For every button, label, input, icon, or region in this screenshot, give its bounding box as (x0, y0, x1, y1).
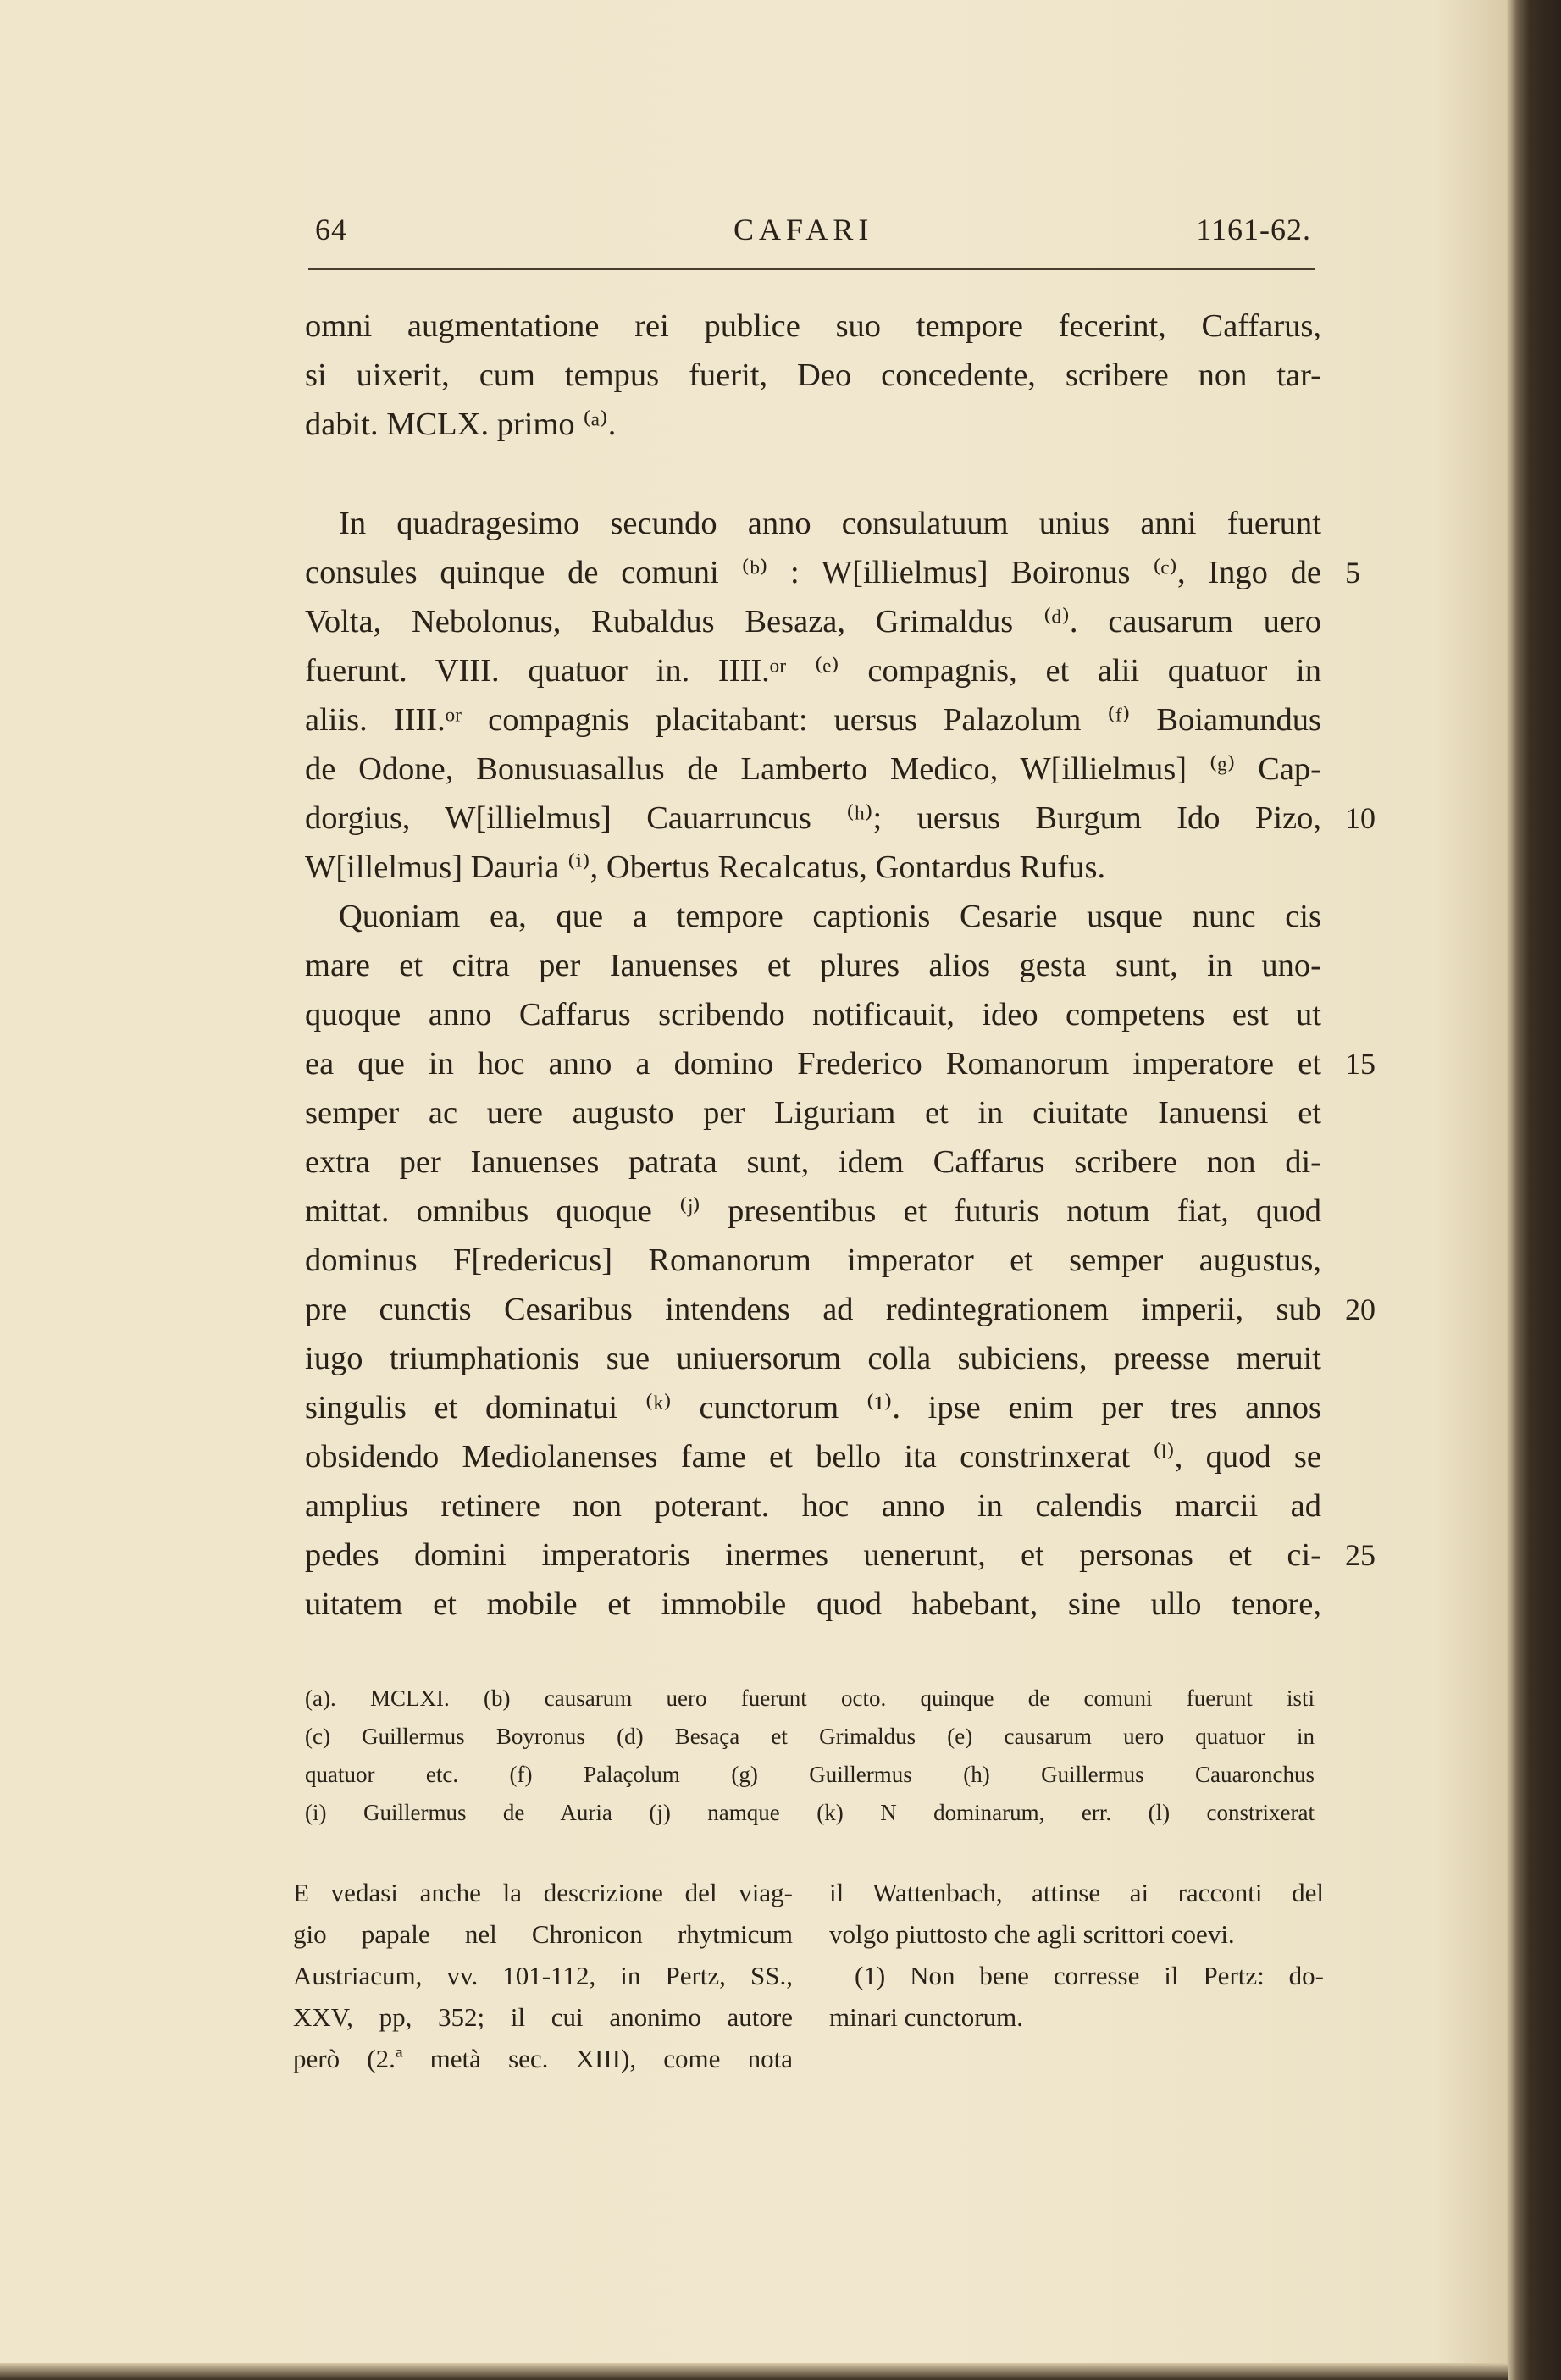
text-line: W[illelmus] Dauria ⁽ⁱ⁾, Obertus Recalcatus, Gontardus Rufus. (305, 850, 1106, 885)
footnote-line: quatuor etc. (f) Palaçolum (g) Guillermus (h) Guillermus Cauaronchus (305, 1762, 1315, 1787)
line-number: 5 (1345, 556, 1360, 589)
header-years: 1161-62. (1196, 213, 1311, 246)
text-line: de Odone, Bonusuasallus de Lamberto Medico, W[illielmus] ⁽ᵍ⁾ Cap- (305, 751, 1321, 787)
text-line: pre cunctis Cesaribus intendens ad redintegrationem imperii, sub (305, 1292, 1321, 1327)
text-line: dominus F[redericus] Romanorum imperator et semper augustus, (305, 1243, 1321, 1278)
line-number: 10 (1345, 801, 1376, 835)
commentary-left-line: E vedasi anche la descrizione del viag- (293, 1878, 793, 1907)
text-line: si uixerit, cum tempus fuerit, Deo concedente, scribere non tar- (305, 357, 1321, 393)
text-line: aliis. IIII.ᵒʳ compagnis placitabant: uersus Palazolum ⁽ᶠ⁾ Boiamundus (305, 702, 1321, 738)
text-line: dabit. MCLX. primo ⁽ᵃ⁾. (305, 407, 617, 442)
text-line: ea que in hoc anno a domino Frederico Romanorum imperatore et (305, 1046, 1321, 1082)
footnote-line: (a). MCLXI. (b) causarum uero fuerunt octo. quinque de comuni fuerunt isti (305, 1685, 1315, 1711)
footnote-line: (i) Guillermus de Auria (j) namque (k) N dominarum, err. (l) constrixerat (305, 1800, 1315, 1825)
commentary-left-line: XXV, pp, 352; il cui anonimo autore (293, 2002, 793, 2032)
line-number: 20 (1345, 1292, 1376, 1326)
line-number: 25 (1345, 1538, 1376, 1572)
commentary-right-line: minari cunctorum. (829, 2002, 1023, 2032)
text-line: semper ac uere augusto per Liguriam et in ciuitate Ianuensi et (305, 1095, 1321, 1131)
text-line: dorgius, W[illielmus] Cauarruncus ⁽ʰ⁾; uersus Burgum Ido Pizo, (305, 800, 1321, 836)
line-number: 15 (1345, 1047, 1376, 1081)
footnote-line: (c) Guillermus Boyronus (d) Besaça et Grimaldus (e) causarum uero quatuor in (305, 1724, 1315, 1749)
text-line: quoque anno Caffarus scribendo notificauit, ideo competens est ut (305, 997, 1321, 1032)
text-line: iugo triumphationis sue uniuersorum colla subiciens, preesse meruit (305, 1341, 1321, 1376)
text-line: mittat. omnibus quoque ⁽ʲ⁾ presentibus et futuris notum fiat, quod (305, 1193, 1321, 1229)
text-line: omni augmentatione rei publice suo tempore fecerint, Caffarus, (305, 308, 1321, 344)
text-line: Quoniam ea, que a tempore captionis Cesarie usque nunc cis (339, 899, 1321, 934)
text-line: consules quinque de comuni ⁽ᵇ⁾ : W[illielmus] Boironus ⁽ᶜ⁾, Ingo de (305, 555, 1321, 590)
text-line: pedes domini imperatoris inermes uenerunt, et personas et ci- (305, 1537, 1321, 1573)
commentary-left-line: Austriacum, vv. 101-112, in Pertz, SS., (293, 1961, 793, 1990)
text-line: fuerunt. VIII. quatuor in. IIII.ᵒʳ ⁽ᵉ⁾ compagnis, et alii quatuor in (305, 653, 1321, 689)
running-title: CAFARI (733, 213, 874, 246)
text-line: amplius retinere non poterant. hoc anno in calendis marcii ad (305, 1488, 1321, 1524)
text-line: singulis et dominatui ⁽ᵏ⁾ cunctorum ⁽¹⁾. ipse enim per tres annos (305, 1390, 1321, 1425)
commentary-right-line: il Wattenbach, attinse ai racconti del (829, 1878, 1324, 1907)
commentary-left-line: però (2.ª metà sec. XIII), come nota (293, 2044, 793, 2073)
text-line: extra per Ianuenses patrata sunt, idem Caffarus scribere non di- (305, 1144, 1321, 1180)
text-line: obsidendo Mediolanenses fame et bello ita constrinxerat ⁽ˡ⁾, quod se (305, 1439, 1321, 1475)
commentary-right-line: (1) Non bene corresse il Pertz: do- (855, 1961, 1324, 1990)
page-bottom-edge (0, 2363, 1508, 2380)
text-line: mare et citra per Ianuenses et plures alios gesta sunt, in uno- (305, 948, 1321, 983)
text-line: uitatem et mobile et immobile quod habebant, sine ullo tenore, (305, 1586, 1321, 1622)
commentary-right-line: volgo piuttosto che agli scrittori coevi. (829, 1919, 1235, 1949)
header-rule (308, 268, 1315, 270)
text-line: In quadragesimo secundo anno consulatuum unius anni fuerunt (339, 506, 1321, 541)
text-line: Volta, Nebolonus, Rubaldus Besaza, Grimaldus ⁽ᵈ⁾. causarum uero (305, 604, 1321, 639)
commentary-left-line: gio papale nel Chronicon rhytmicum (293, 1919, 793, 1949)
page-number: 64 (315, 213, 347, 246)
